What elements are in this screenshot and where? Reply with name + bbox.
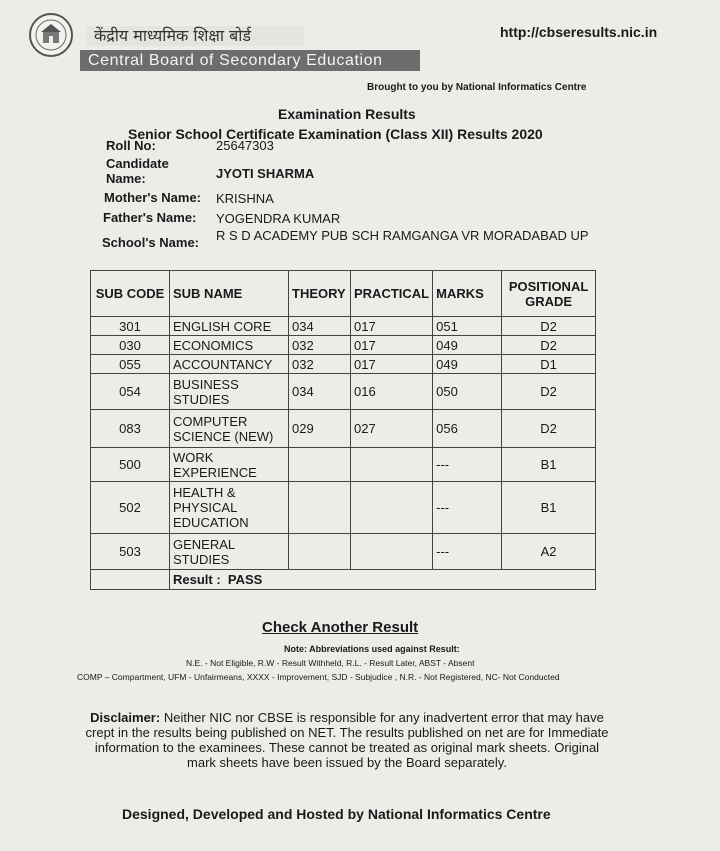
disclaimer (82, 710, 612, 770)
theory-cell (289, 482, 351, 534)
sub-name-cell: ACCOUNTANCY (170, 355, 289, 374)
theory-cell (289, 448, 351, 482)
theory-cell (289, 534, 351, 570)
sub-name-cell: WORK EXPERIENCE (170, 448, 289, 482)
sub-name-cell: GENERAL STUDIES (170, 534, 289, 570)
father-name-value: YOGENDRA KUMAR (216, 211, 341, 226)
candidate-name-label: Candidate Name: (106, 156, 169, 186)
sub-name-cell: ENGLISH CORE (170, 317, 289, 336)
practical-cell: 017 (351, 317, 433, 336)
board-name-hindi: केंद्रीय माध्यमिक शिक्षा बोर्ड (86, 26, 304, 46)
marks-cell: --- (433, 448, 502, 482)
grade-cell: D2 (502, 336, 596, 355)
school-name-label: School's Name: (102, 235, 200, 250)
grade-cell: D2 (502, 317, 596, 336)
table-header-row (91, 271, 596, 317)
sub-code-cell: 030 (91, 336, 170, 355)
roll-label: Roll No: (106, 138, 156, 153)
sub-name-cell: COMPUTER SCIENCE (NEW) (170, 410, 289, 448)
board-name-banner: Central Board of Secondary Education (80, 50, 420, 71)
col-sub-code: SUB CODE (91, 271, 170, 317)
sub-name-cell: ECONOMICS (170, 336, 289, 355)
col-positional-grade: POSITIONAL GRADE (502, 271, 596, 317)
grade-cell: D1 (502, 355, 596, 374)
site-url[interactable]: http://cbseresults.nic.in (500, 24, 658, 40)
marks-cell: 051 (433, 317, 502, 336)
disclaimer-label: Disclaimer: (90, 710, 161, 725)
sub-code-cell: 055 (91, 355, 170, 374)
exam-title: Senior School Certificate Examination (Class XII) Results 2020 (128, 126, 543, 142)
marks-cell: --- (433, 534, 502, 570)
table-row (91, 355, 596, 374)
theory-cell: 032 (289, 336, 351, 355)
practical-cell: 027 (351, 410, 433, 448)
result-label: Result : (173, 572, 221, 587)
marks-cell: 056 (433, 410, 502, 448)
table-row (91, 448, 596, 482)
marks-cell: --- (433, 482, 502, 534)
practical-cell: 017 (351, 355, 433, 374)
col-marks: MARKS (433, 271, 502, 317)
sub-code-cell: 301 (91, 317, 170, 336)
disclaimer-text: Neither NIC nor CBSE is responsible for any inadvertent error that may have crept in the results being published on NET. The results published on net are for Immediate information to the examinees. These cannot be treated as original mark sheets. Original mark sheets have been issued by the Board separately. (85, 710, 609, 770)
theory-cell: 034 (289, 317, 351, 336)
father-name-label: Father's Name: (103, 210, 197, 225)
theory-cell: 032 (289, 355, 351, 374)
result-value: PASS (227, 572, 263, 587)
mother-name-value: KRISHNA (216, 191, 274, 206)
col-theory: THEORY (289, 271, 351, 317)
mother-name-label: Mother's Name: (104, 190, 201, 205)
grade-cell: D2 (502, 410, 596, 448)
table-row (91, 534, 596, 570)
grade-cell: A2 (502, 534, 596, 570)
check-another-result-link[interactable]: Check Another Result (262, 619, 419, 636)
results-table (90, 270, 596, 590)
table-row (91, 336, 596, 355)
practical-cell (351, 534, 433, 570)
table-row (91, 482, 596, 534)
page-title: Examination Results (278, 106, 416, 122)
cbse-emblem-icon (28, 12, 74, 58)
abbreviations-line-2: COMP – Compartment, UFM - Unfairmeans, XXXX - Improvement, SJD - Subjudice , N.R. - Not Registered, NC- Not Conducted (77, 672, 560, 682)
table-row (91, 317, 596, 336)
sub-code-cell: 054 (91, 374, 170, 410)
result-row (91, 570, 596, 590)
theory-cell: 029 (289, 410, 351, 448)
marks-cell: 050 (433, 374, 502, 410)
roll-value: 25647303 (216, 138, 274, 153)
col-practical: PRACTICAL (351, 271, 433, 317)
sub-code-cell: 083 (91, 410, 170, 448)
grade-cell: D2 (502, 374, 596, 410)
theory-cell: 034 (289, 374, 351, 410)
candidate-name-value: JYOTI SHARMA (216, 166, 315, 181)
sub-code-cell: 503 (91, 534, 170, 570)
sub-code-cell: 500 (91, 448, 170, 482)
abbreviations-line-1: N.E. - Not Eligible, R.W - Result Withheld, R.L. - Result Later, ABST - Absent (186, 658, 475, 668)
grade-cell: B1 (502, 448, 596, 482)
designed-by-text: Designed, Developed and Hosted by National Informatics Centre (122, 806, 551, 822)
brought-by-text: Brought to you by National Informatics Centre (367, 82, 587, 93)
sub-name-cell: BUSINESS STUDIES (170, 374, 289, 410)
practical-cell: 016 (351, 374, 433, 410)
result-cell (170, 570, 596, 590)
col-sub-name: SUB NAME (170, 271, 289, 317)
abbreviations-note: Note: Abbreviations used against Result: (284, 644, 460, 654)
sub-code-cell: 502 (91, 482, 170, 534)
marks-cell: 049 (433, 355, 502, 374)
table-row (91, 374, 596, 410)
practical-cell (351, 482, 433, 534)
school-name-value: R S D ACADEMY PUB SCH RAMGANGA VR MORADABAD UP (216, 228, 589, 243)
grade-cell: B1 (502, 482, 596, 534)
practical-cell (351, 448, 433, 482)
table-row (91, 410, 596, 448)
marks-cell: 049 (433, 336, 502, 355)
practical-cell: 017 (351, 336, 433, 355)
sub-name-cell: HEALTH & PHYSICAL EDUCATION (170, 482, 289, 534)
